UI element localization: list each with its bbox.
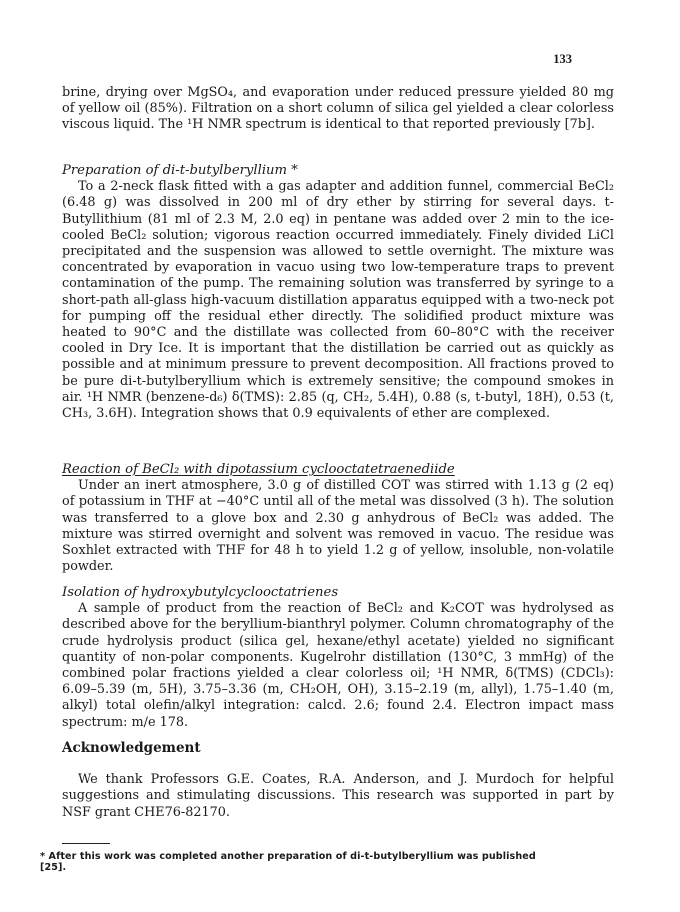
section-heading: Preparation of di-t-butylberyllium * xyxy=(62,163,298,178)
page-number: 133 xyxy=(553,52,572,66)
footnote-rule xyxy=(62,843,110,844)
footnote: * After this work was completed another preparation of di-t-butylberyllium was published [25]. xyxy=(40,851,536,873)
section-paragraph: Under an inert atmosphere, 3.0 g of distilled COT was stirred with 1.13 g (2 eq) of potassium in THF at −40°C until all of the metal was dissolved (3 h). The solution was transferred to a glove box and 2.30 g anhydrous of BeCl₂ was added. The mixture was stirred overnight and solvent was removed in vacuo. The residue was Soxhlet extracted with THF for 48 h to yield 1.2 g of yellow, insoluble, non-volatile powder. xyxy=(62,478,614,575)
section-heading: Isolation of hydroxybutylcyclooctatrienes xyxy=(62,585,339,600)
acknowledgement-paragraph: We thank Professors G.E. Coates, R.A. Anderson, and J. Murdoch for helpful suggestions and stimulating discussions. This research was supported in part by NSF grant CHE76-82170. xyxy=(62,772,614,820)
section-isolation xyxy=(62,585,614,731)
section-becl2-reaction xyxy=(62,462,614,575)
section-paragraph: To a 2-neck flask fitted with a gas adapter and addition funnel, commercial BeCl₂ (6.48 g) was dissolved in 200 ml of dry ether by stirring for several days. t-Butyllithium (81 ml of 2.3 M, 2.0 eq) in pentane was added over 2 min to the ice-cooled BeCl₂ solution; vigorous reaction occurred immediately. Finely divided LiCl precipitated and the suspension was allowed to settle overnight. The mixture was concentrated by evaporation in vacuo using two low-temperature traps to prevent contamination of the pump. The remaining solution was transferred by syringe to a short-path all-glass high-vacuum distillation apparatus equipped with a two-neck pot for pumping off the residual ether directly. The solidified product mixture was heated to 90°C and the distillate was collected from 60–80°C with the receiver cooled in Dry Ice. It is important that the distillation be carried out as quickly as possible and at minimum pressure to prevent decomposition. All fractions proved to be pure di-t-butylberyllium which is extremely sensitive; the compound smokes in air. ¹H NMR (benzene-d₆) δ(TMS): 2.85 (q, CH₂, 5.4H), 0.88 (s, t-butyl, 18H), 0.53 (t, CH₃, 3.6H). Integration shows that 0.9 equivalents of ether are complexed. xyxy=(62,179,614,422)
section-heading xyxy=(62,462,614,478)
acknowledgement-section xyxy=(62,740,614,821)
section-paragraph: A sample of product from the reaction of BeCl₂ and K₂COT was hydrolysed as described above for the beryllium-bianthryl polymer. Column chromatography of the crude hydrolysis product (silica gel, hexane/ethyl acetate) yielded no significant quantity of non-polar components. Kugelrohr distillation (130°C, 3 mmHg) of the combined polar fractions yielded a clear colorless oil; ¹H NMR, δ(TMS) (CDCl₃): 6.09–5.39 (m, 5H), 3.75–3.36 (m, CH₂OH, OH), 3.15–2.19 (m, allyl), 1.75–1.40 (m, alkyl) total olefin/alkyl integration: calcd. 2.6; found 2.4. Electron impact mass spectrum: m/e 178. xyxy=(62,601,614,730)
intro-paragraph: brine, drying over MgSO₄, and evaporation under reduced pressure yielded 80 mg of yellow oil (85%). Filtration on a short column of silica gel yielded a clear colorless viscous liquid. The ¹H NMR spectrum is identical to that reported previously [7b]. xyxy=(62,85,614,133)
intro-paragraph-block xyxy=(62,85,614,134)
section-heading-text: Reaction of BeCl₂ with dipotassium cyclooctatetraenediide xyxy=(62,462,455,477)
section-di-t-butylberyllium xyxy=(62,163,614,422)
acknowledgement-heading: Acknowledgement xyxy=(62,740,201,756)
